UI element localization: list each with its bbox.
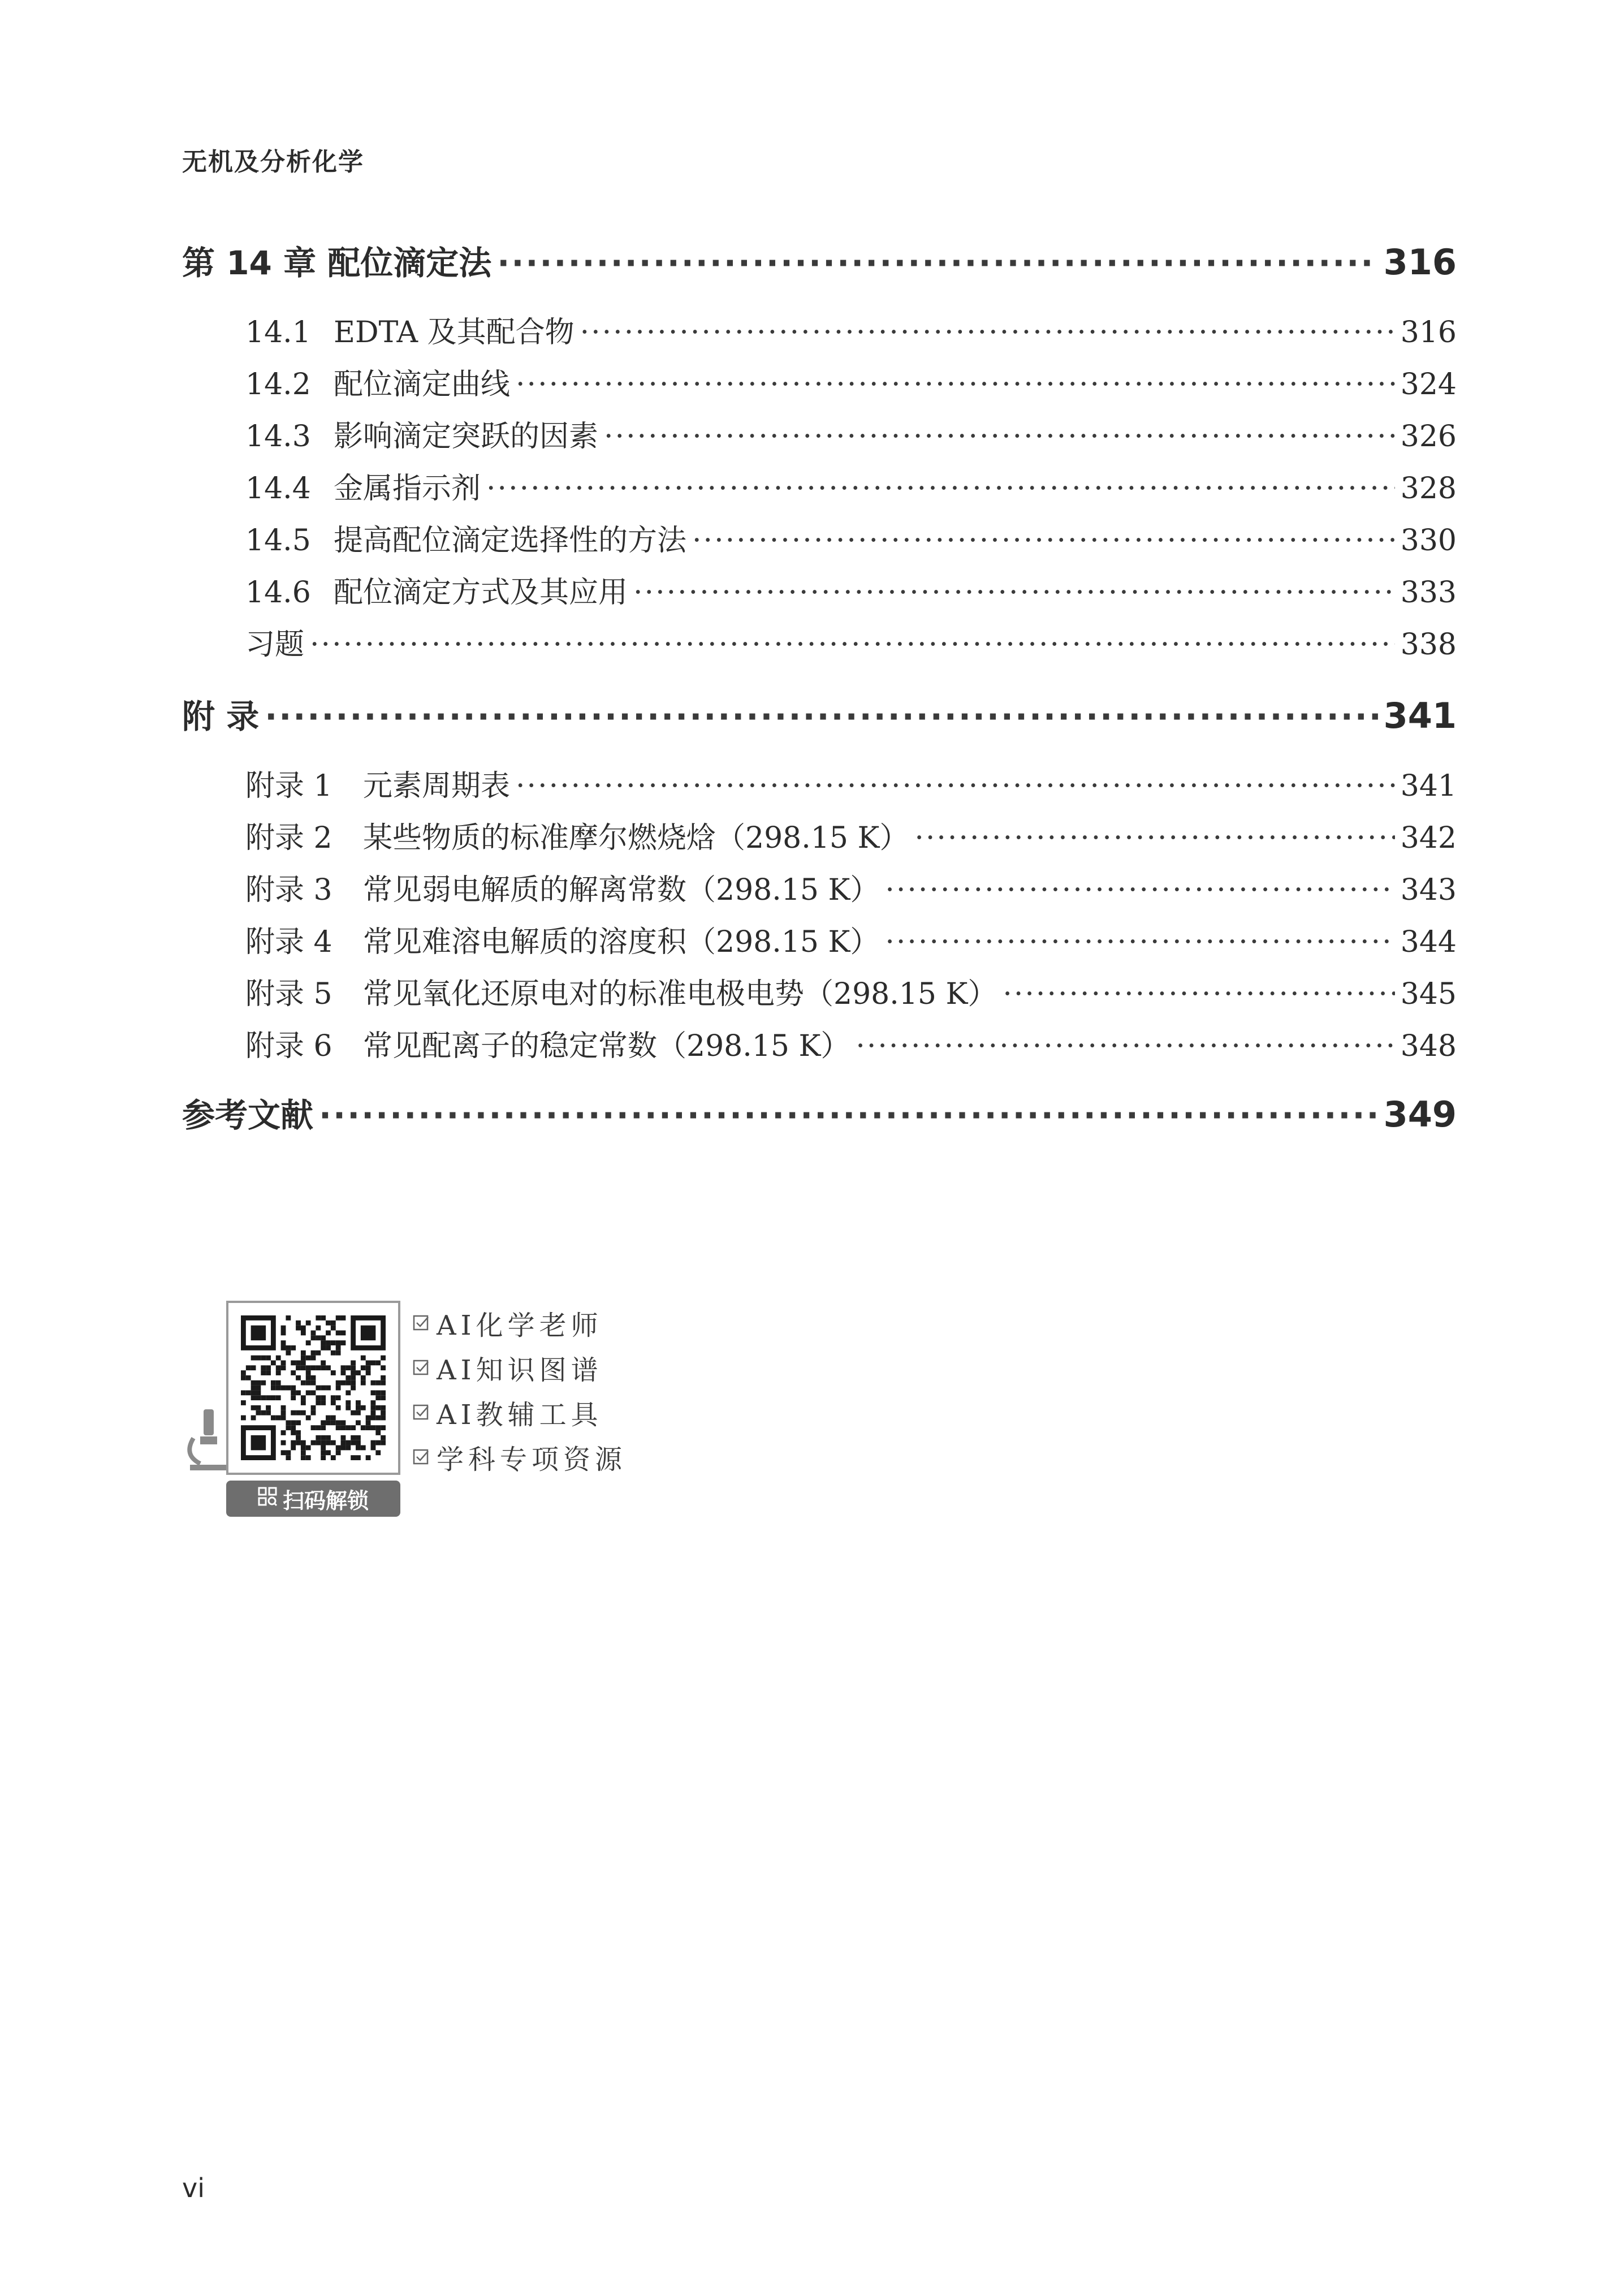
feature-item bbox=[413, 1345, 627, 1390]
feature-item bbox=[413, 1435, 627, 1479]
page-number: 333 bbox=[1400, 576, 1457, 610]
qr-promo bbox=[182, 1301, 646, 1538]
toc-appendix-5[interactable] bbox=[245, 970, 1457, 1012]
page-number: 349 bbox=[1383, 1094, 1457, 1135]
feature-label: AI教辅工具 bbox=[437, 1399, 603, 1431]
appendix-item-title: 常见弱电解质的解离常数（298.15 K） bbox=[363, 873, 880, 907]
appendix-number: 附录 3 bbox=[245, 873, 332, 907]
dot-leader bbox=[856, 1029, 1394, 1063]
checkbox-icon bbox=[413, 1315, 430, 1332]
toc-section-14-5[interactable] bbox=[245, 516, 1457, 559]
page-number: 324 bbox=[1400, 368, 1457, 402]
toc-appendix-4[interactable] bbox=[245, 918, 1457, 960]
toc-section-14-2[interactable] bbox=[245, 360, 1457, 403]
dot-leader bbox=[497, 244, 1377, 282]
page-number: 345 bbox=[1400, 977, 1457, 1011]
dot-leader bbox=[516, 368, 1395, 402]
appendix-number: 附录 5 bbox=[245, 977, 332, 1011]
toc-appendix-2[interactable] bbox=[245, 814, 1457, 856]
section-number: 14.2 bbox=[245, 368, 311, 402]
scan-icon bbox=[258, 1486, 277, 1511]
page-number: 330 bbox=[1400, 524, 1457, 558]
section-number: 14.1 bbox=[245, 316, 311, 349]
dot-leader bbox=[604, 420, 1395, 454]
section-title: 影响滴定突跃的因素 bbox=[334, 420, 599, 454]
dot-leader bbox=[885, 925, 1394, 959]
toc-exercises[interactable] bbox=[245, 620, 1457, 663]
toc-section-14-1[interactable] bbox=[245, 308, 1457, 351]
dot-leader bbox=[1003, 977, 1394, 1011]
dot-leader bbox=[265, 697, 1377, 736]
page-number: 341 bbox=[1383, 695, 1457, 736]
dot-leader bbox=[310, 628, 1395, 662]
toc-references[interactable] bbox=[182, 1089, 1457, 1136]
microscope-icon bbox=[182, 1407, 233, 1477]
section-title: EDTA 及其配合物 bbox=[334, 316, 575, 349]
dot-leader bbox=[580, 316, 1395, 349]
toc-appendix-6[interactable] bbox=[245, 1022, 1457, 1064]
dot-leader bbox=[486, 472, 1395, 506]
page-number: 342 bbox=[1400, 821, 1457, 855]
page-folio: vi bbox=[182, 2173, 205, 2203]
dot-leader bbox=[914, 821, 1394, 855]
section-number: 14.4 bbox=[245, 472, 311, 506]
appendix-number: 附录 1 bbox=[245, 769, 332, 803]
toc-section-14-4[interactable] bbox=[245, 464, 1457, 507]
dot-leader bbox=[633, 576, 1395, 610]
appendix-number: 附录 4 bbox=[245, 925, 332, 959]
unlock-label: 扫码解锁 bbox=[282, 1488, 369, 1513]
dot-leader bbox=[885, 873, 1394, 907]
page-number: 348 bbox=[1400, 1029, 1457, 1063]
appendix-number: 附录 2 bbox=[245, 821, 332, 855]
appendix-item-title: 常见配离子的稳定常数（298.15 K） bbox=[363, 1029, 850, 1063]
checkbox-icon bbox=[413, 1404, 430, 1421]
appendix-item-title: 元素周期表 bbox=[363, 769, 511, 803]
page-number: 344 bbox=[1400, 925, 1457, 959]
toc-section-14-3[interactable] bbox=[245, 412, 1457, 455]
page-number: 316 bbox=[1400, 316, 1457, 349]
appendix-item-title: 某些物质的标准摩尔燃烧焓（298.15 K） bbox=[363, 821, 909, 855]
section-number: 14.5 bbox=[245, 524, 311, 558]
page-number: 338 bbox=[1400, 628, 1457, 662]
toc-section-14-6[interactable] bbox=[245, 568, 1457, 611]
scan-unlock-button[interactable] bbox=[226, 1481, 400, 1517]
appendix-item-title: 常见氧化还原电对的标准电极电势（298.15 K） bbox=[363, 977, 997, 1011]
appendix-item-title: 常见难溶电解质的溶度积（298.15 K） bbox=[363, 925, 880, 959]
feature-label: 学科专项资源 bbox=[437, 1444, 627, 1475]
dot-leader bbox=[319, 1096, 1378, 1134]
section-number: 14.6 bbox=[245, 576, 311, 610]
section-title: 提高配位滴定选择性的方法 bbox=[334, 524, 687, 558]
section-number: 14.3 bbox=[245, 420, 311, 454]
page-number: 316 bbox=[1383, 241, 1457, 283]
toc-appendix-1[interactable] bbox=[245, 762, 1457, 804]
checkbox-icon bbox=[413, 1360, 430, 1377]
qr-code[interactable] bbox=[226, 1301, 400, 1475]
feature-label: AI知识图谱 bbox=[437, 1354, 603, 1386]
toc-appendix-3[interactable] bbox=[245, 866, 1457, 908]
appendix-number: 附录 6 bbox=[245, 1029, 332, 1063]
section-title: 金属指示剂 bbox=[334, 472, 481, 506]
feature-label: AI化学老师 bbox=[437, 1310, 603, 1341]
feature-item bbox=[413, 1301, 627, 1345]
page-number: 326 bbox=[1400, 420, 1457, 454]
section-title: 配位滴定曲线 bbox=[334, 368, 511, 402]
checkbox-icon bbox=[413, 1449, 430, 1466]
feature-item bbox=[413, 1390, 627, 1435]
section-title: 配位滴定方式及其应用 bbox=[334, 576, 628, 610]
page-number: 328 bbox=[1400, 472, 1457, 506]
toc-chapter-14[interactable] bbox=[182, 236, 1457, 284]
toc-appendix[interactable] bbox=[182, 690, 1457, 737]
exercises-title: 习题 bbox=[245, 628, 305, 662]
page-number: 341 bbox=[1400, 769, 1457, 803]
chapter-title: 第 14 章 配位滴定法 bbox=[182, 244, 492, 282]
dot-leader bbox=[516, 769, 1395, 803]
references-title: 参考文献 bbox=[182, 1096, 314, 1134]
feature-list bbox=[413, 1301, 627, 1479]
page-number: 343 bbox=[1400, 873, 1457, 907]
running-title: 无机及分析化学 bbox=[182, 148, 364, 176]
dot-leader bbox=[692, 524, 1395, 558]
appendix-title: 附 录 bbox=[182, 697, 260, 736]
